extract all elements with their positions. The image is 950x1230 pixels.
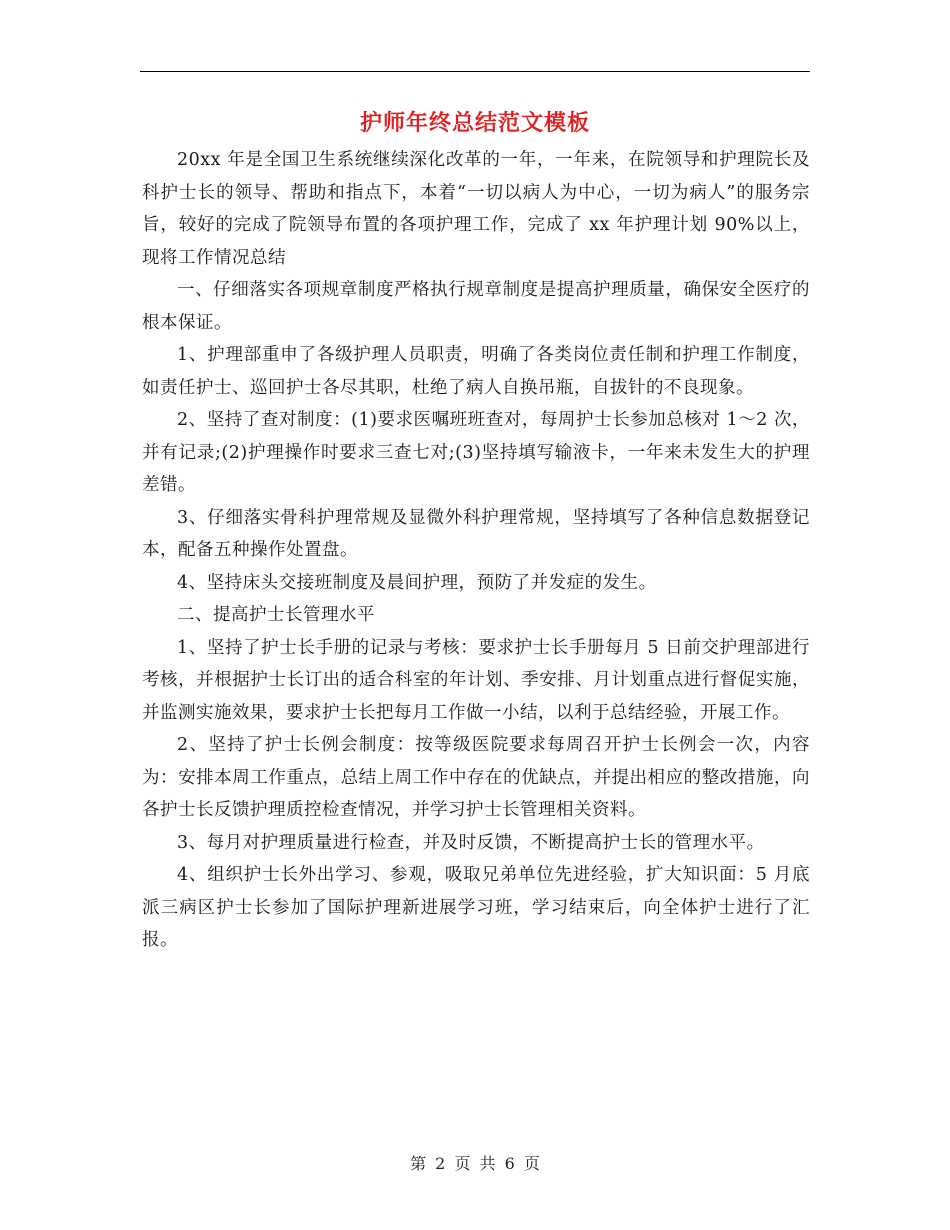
document-title: 护师年终总结范文模板 [359,111,590,136]
paragraph-section-2-item-3: 3、每月对护理质量进行检查，并及时反馈，不断提高护士长的管理水平。 [177,832,765,853]
document-body [142,144,810,957]
paragraph-section-1-item-3: 3、仔细落实骨科护理常规及显微外科护理常规，坚持填写了各种信息数据登记本，配备五种操作处置盘。 [142,507,810,560]
header-rule [140,71,810,72]
paragraph-section-1-item-4: 4、坚持床头交接班制度及晨间护理，预防了并发症的发生。 [177,572,657,593]
paragraph-section-1-heading: 一、仔细落实各项规章制度严格执行规章制度是提高护理质量，确保安全医疗的根本保证。 [142,280,810,333]
paragraph-section-2-heading: 二、提高护士长管理水平 [177,605,375,625]
paragraph-section-2-item-2: 2、坚持了护士长例会制度：按等级医院要求每周召开护士长例会一次，内容为：安排本周工作重点，总结上周工作中存在的优缺点，并提出相应的整改措施，向各护士长反馈护理质控检查情况，并学习护士长管理相关资料。 [142,735,810,820]
page-number-footer: 第 2 页 共 6 页 [410,1154,540,1173]
paragraph-section-1-item-2: 2、坚持了查对制度：(1)要求医嘱班班查对，每周护士长参加总核对 1～2 次，并有记录;(2)护理操作时要求三查七对;(3)坚持填写输液卡，一年来未发生大的护理差错。 [142,410,810,495]
paragraph-intro: 20xx 年是全国卫生系统继续深化改革的一年，一年来，在院领导和护理院长及科护士长的领导、帮助和指点下，本着“一切以病人为中心，一切为病人”的服务宗旨，较好的完成了院领导布置的各项护理工作，完成了 xx 年护理计划 90%以上，现将工作情况总结 [142,150,810,268]
paragraph-section-2-item-4: 4、组织护士长外出学习、参观，吸取兄弟单位先进经验，扩大知识面：5 月底派三病区护士长参加了国际护理新进展学习班，学习结束后，向全体护士进行了汇报。 [142,865,810,950]
paragraph-section-2-item-1: 1、坚持了护士长手册的记录与考核：要求护士长手册每月 5 日前交护理部进行考核，并根据护士长订出的适合科室的年计划、季安排、月计划重点进行督促实施，并监测实施效果，要求护士长把每月工作做一小结，以利于总结经验，开展工作。 [142,637,810,723]
paragraph-section-1-item-1: 1、护理部重申了各级护理人员职责，明确了各类岗位责任制和护理工作制度，如责任护士、巡回护士各尽其职，杜绝了病人自换吊瓶，自拔针的不良现象。 [142,345,810,398]
